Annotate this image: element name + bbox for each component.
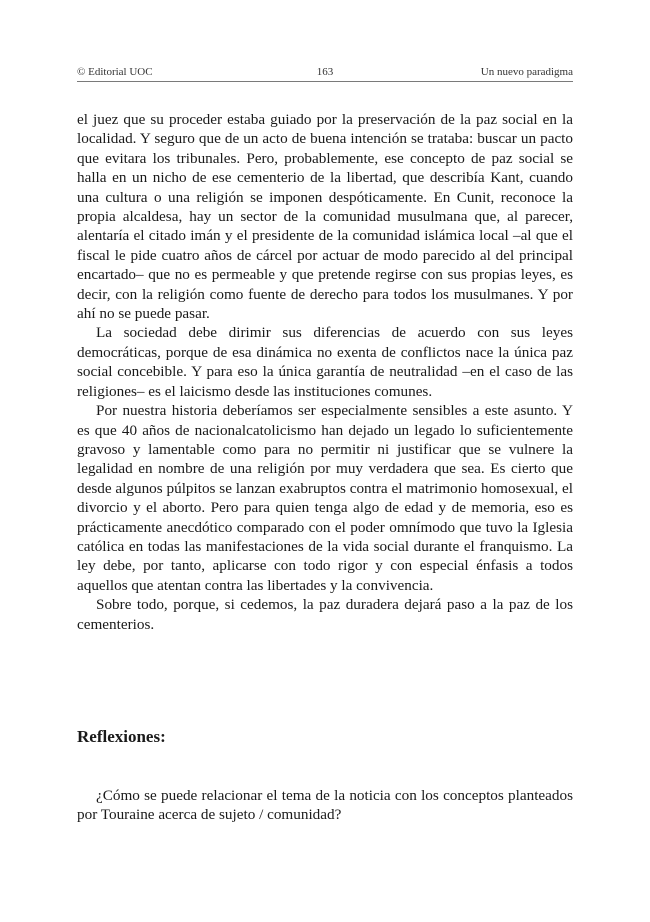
section-heading: Reflexiones: (77, 727, 166, 746)
paragraph: Por nuestra historia deberíamos ser especialmente sensibles a este asunto. Y es que 40 años de nacionalcatolicismo han dejado un legado lo suficientemente gravoso y lamentable como para no permitir ni justificar que se vulnere la legalidad en nombre de una religión por muy verdadera que sea. Es cierto que desde algunos púlpitos se lanzan exabruptos contra el matrimonio homosexual, el divorcio y el aborto. Pero para quien tenga algo de edad y de memoria, eso es prácticamente anecdótico comparado con el poder omnímodo que tuvo la Iglesia católica en todas las manifestaciones de la vida social durante el franquismo. La ley debe, por tanto, aplicarse con todo rigor y con especial énfasis a todos aquellos que atentan contra las libertades y la convivencia. (77, 402, 573, 594)
header-rule (77, 81, 573, 82)
paragraph: el juez que su proceder estaba guiado por la preservación de la paz social en la localidad. Y seguro que de un acto de buena intención se trataba: buscar un pacto que evitara los tribunales. Pero, probablemente, ese concepto de paz social se halla en un nicho de ese cementerio de la libertad, que describía Kant, cuando una cultura o una religión se imponen despóticamente. En Cunit, reconoce la propia alcaldesa, hay un sector de la comunidad musulmana que, al parecer, alentaría el citado imán y el presidente de la comunidad islámica local –al que el fiscal le pide cuatro años de cárcel por actuar de modo parecido al del principal encartado– que no es permeable y que pretende regirse con sus propias leyes, es decir, con la religión como fuente de derecho para todos los musulmanes. Y por ahí no se puede pasar. (77, 111, 573, 323)
paragraph: Sobre todo, porque, si cedemos, la paz duradera dejará paso a la paz de los cementerios. (77, 596, 573, 633)
header-chapter-title: Un nuevo paradigma (480, 66, 573, 78)
header-publisher: © Editorial UOC (77, 66, 153, 78)
running-header (77, 66, 573, 80)
body-text (77, 110, 573, 634)
reflection-question: ¿Cómo se puede relacionar el tema de la noticia con los conceptos planteados por Touraine acerca de sujeto / comunidad? (77, 787, 573, 824)
page-number: 163 (316, 66, 334, 78)
paragraph: La sociedad debe dirimir sus diferencias de acuerdo con sus leyes democráticas, porque de esa dinámica no exenta de conflictos nace la única paz social concebible. Y para eso la única garantía de neutralidad –en el caso de las religiones– es el laicismo desde las instituciones comunes. (77, 324, 573, 400)
